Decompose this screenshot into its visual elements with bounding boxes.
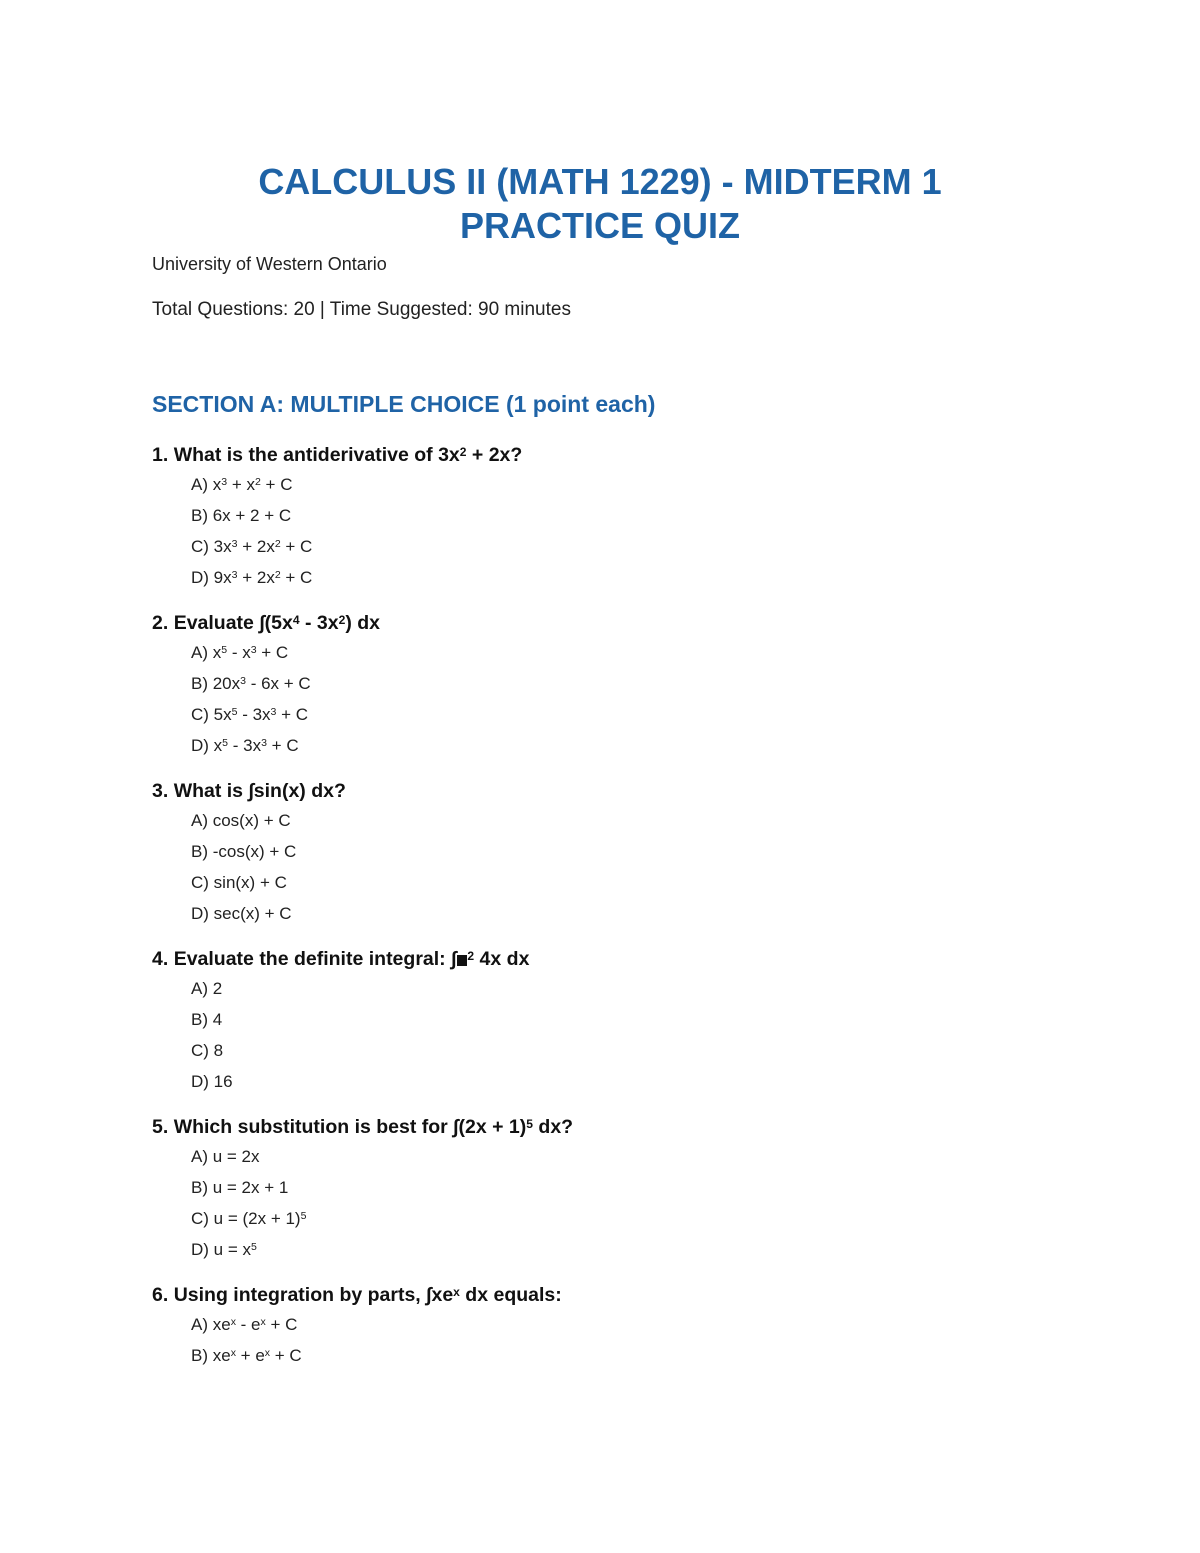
question-1	[152, 443, 1112, 611]
text-run: A) x	[191, 643, 222, 662]
text-run: D) u = x	[191, 1240, 251, 1259]
answer-option	[191, 1314, 1112, 1345]
superscript: 5	[231, 706, 238, 719]
text-run: dx?	[533, 1116, 574, 1138]
question-list	[152, 443, 1112, 1389]
answer-options	[152, 1314, 1112, 1376]
answer-options	[152, 978, 1112, 1102]
text-run: Using integration by parts, ∫xe	[173, 1284, 454, 1306]
text-run: + C	[276, 705, 309, 724]
question-gap	[152, 934, 1112, 947]
question-stem	[152, 611, 1112, 642]
superscript: 2	[459, 444, 467, 459]
question-stem	[152, 779, 1112, 810]
superscript: 3	[270, 706, 277, 719]
answer-option	[191, 1177, 1112, 1208]
text-run: C) 8	[191, 1041, 224, 1060]
question-gap	[152, 1102, 1112, 1115]
text-run: dx equals:	[459, 1284, 562, 1306]
text-run: B) xe	[191, 1346, 231, 1365]
question-stem	[152, 1283, 1112, 1314]
quiz-totals: Total Questions: 20 | Time Suggested: 90 minutes	[152, 299, 571, 320]
answer-option	[191, 1239, 1112, 1270]
question-2	[152, 611, 1112, 779]
answer-option	[191, 536, 1112, 567]
superscript: 2	[254, 476, 261, 489]
question-4	[152, 947, 1112, 1115]
question-3	[152, 779, 1112, 947]
text-run: ) dx	[345, 612, 380, 634]
text-run: What is the antiderivative of 3x	[173, 444, 460, 466]
superscript: x	[264, 1347, 271, 1360]
text-run: + 2x	[237, 537, 275, 556]
text-run: A) x	[191, 475, 222, 494]
answer-option	[191, 642, 1112, 673]
text-run: B) 6x + 2 + C	[191, 506, 292, 525]
superscript: 5	[300, 1210, 307, 1223]
text-run: - 3x	[237, 705, 271, 724]
text-run: A) xe	[191, 1315, 231, 1334]
page-title	[100, 160, 1100, 248]
answer-option	[191, 1208, 1112, 1239]
answer-option	[191, 841, 1112, 872]
text-run: Evaluate the definite integral: ∫	[173, 948, 457, 970]
superscript: 3	[221, 476, 228, 489]
answer-option	[191, 1345, 1112, 1376]
answer-option	[191, 903, 1112, 934]
superscript: 3	[231, 538, 238, 551]
answer-options	[152, 810, 1112, 934]
superscript: 3	[250, 644, 257, 657]
superscript: 4	[292, 612, 300, 627]
answer-option	[191, 1040, 1112, 1071]
text-run: C) u = (2x + 1)	[191, 1209, 301, 1228]
answer-options	[152, 1146, 1112, 1270]
superscript: 5	[526, 1116, 533, 1131]
superscript: x	[230, 1316, 236, 1329]
question-gap	[152, 1270, 1112, 1283]
text-run: + C	[256, 643, 289, 662]
text-run: + C	[260, 475, 293, 494]
answer-option	[191, 735, 1112, 766]
answer-option	[191, 872, 1112, 903]
answer-option	[191, 978, 1112, 1009]
text-run: A) cos(x) + C	[191, 811, 291, 830]
superscript: 2	[274, 538, 281, 551]
superscript: 2	[338, 612, 346, 627]
text-run: + x	[227, 475, 255, 494]
question-number: 5.	[152, 1116, 169, 1138]
answer-option	[191, 1146, 1112, 1177]
text-run: D) 16	[191, 1072, 233, 1091]
text-run: B) u = 2x + 1	[191, 1178, 289, 1197]
answer-option	[191, 673, 1112, 704]
question-stem	[152, 1115, 1112, 1146]
question-gap	[152, 766, 1112, 779]
text-run: + C	[265, 1315, 298, 1334]
text-run: B) 4	[191, 1010, 223, 1029]
superscript: 5	[221, 644, 228, 657]
superscript: 5	[222, 737, 229, 750]
answer-option	[191, 810, 1112, 841]
text-run: C) 3x	[191, 537, 232, 556]
answer-option	[191, 704, 1112, 735]
superscript: 2	[274, 569, 281, 582]
text-run: + 2x?	[466, 444, 523, 466]
question-stem	[152, 443, 1112, 474]
university-name: University of Western Ontario	[152, 254, 387, 274]
question-gap	[152, 1376, 1112, 1389]
answer-option	[191, 505, 1112, 536]
answer-option	[191, 1009, 1112, 1040]
answer-option	[191, 567, 1112, 598]
text-run: A) u = 2x	[191, 1147, 260, 1166]
question-stem	[152, 947, 1112, 978]
text-run: C) sin(x) + C	[191, 873, 287, 892]
question-number: 6.	[152, 1284, 169, 1306]
text-run: + C	[270, 1346, 302, 1365]
question-5	[152, 1115, 1112, 1283]
text-run: D) sec(x) + C	[191, 904, 292, 923]
text-run: B) -cos(x) + C	[191, 842, 297, 861]
text-run: + C	[266, 736, 299, 755]
superscript: x	[453, 1284, 460, 1299]
answer-options	[152, 642, 1112, 766]
question-number: 4.	[152, 948, 169, 970]
text-run: - e	[235, 1315, 261, 1334]
text-run: Which substitution is best for ∫(2x + 1)	[173, 1116, 527, 1138]
text-run: D) 9x	[191, 568, 232, 587]
text-run: + C	[280, 537, 313, 556]
section-a-heading: SECTION A: MULTIPLE CHOICE (1 point each)	[152, 391, 656, 417]
answer-option	[191, 474, 1112, 505]
answer-options	[152, 474, 1112, 598]
text-run: - 3x	[228, 736, 262, 755]
question-6	[152, 1283, 1112, 1389]
superscript: x	[230, 1347, 236, 1360]
answer-option	[191, 1071, 1112, 1102]
text-run: C) 5x	[191, 705, 232, 724]
text-run: Evaluate ∫(5x	[173, 612, 293, 634]
superscript: 2	[467, 948, 475, 963]
superscript: 3	[231, 569, 238, 582]
text-run: 4x dx	[474, 948, 530, 970]
question-gap	[152, 598, 1112, 611]
text-run: + C	[280, 568, 313, 587]
title-line-2: PRACTICE QUIZ	[459, 205, 740, 246]
text-run: - 3x	[299, 612, 339, 634]
question-number: 2.	[152, 612, 169, 634]
text-run: A) 2	[191, 979, 223, 998]
superscript: 3	[240, 675, 246, 688]
question-number: 3.	[152, 780, 169, 802]
text-run: B) 20x	[191, 674, 241, 693]
text-run: + 2x	[237, 568, 275, 587]
filled-square-glyph	[457, 955, 467, 966]
superscript: x	[260, 1316, 266, 1329]
text-run: D) x	[191, 736, 223, 755]
text-run: What is ∫sin(x) dx?	[173, 780, 346, 802]
text-run: + e	[235, 1346, 265, 1365]
superscript: 5	[251, 1241, 257, 1254]
title-line-1: CALCULUS II (MATH 1229) - MIDTERM 1	[258, 161, 942, 202]
superscript: 3	[261, 737, 267, 750]
text-run: - x	[227, 643, 251, 662]
text-run: - 6x + C	[246, 674, 311, 693]
question-number: 1.	[152, 444, 169, 466]
